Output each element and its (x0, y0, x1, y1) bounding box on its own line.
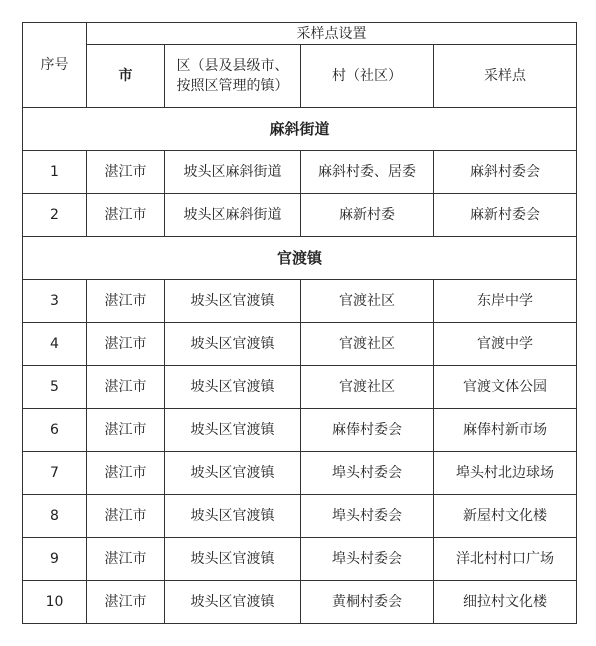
cell-village: 埠头村委会 (301, 452, 434, 495)
header-district: 区（县及县级市、按照区管理的镇） (165, 45, 301, 108)
table-row (23, 495, 577, 538)
table-row (23, 366, 577, 409)
header-index: 序号 (23, 23, 87, 108)
cell-site: 新屋村文化楼 (434, 495, 577, 538)
cell-site: 洋北村村口广场 (434, 538, 577, 581)
cell-site: 麻斜村委会 (434, 151, 577, 194)
header-village: 村（社区） (301, 45, 434, 108)
cell-village: 埠头村委会 (301, 538, 434, 581)
cell-city: 湛江市 (87, 538, 165, 581)
cell-village: 官渡社区 (301, 366, 434, 409)
header-group: 采样点设置 (87, 23, 577, 45)
cell-site: 麻俸村新市场 (434, 409, 577, 452)
cell-site: 官渡文体公园 (434, 366, 577, 409)
table-row (23, 151, 577, 194)
cell-site: 埠头村北边球场 (434, 452, 577, 495)
section-title: 官渡镇 (23, 237, 577, 280)
cell-no: 10 (23, 581, 87, 624)
cell-district: 坡头区官渡镇 (165, 280, 301, 323)
cell-village: 官渡社区 (301, 280, 434, 323)
cell-city: 湛江市 (87, 495, 165, 538)
sampling-sites-table-container (22, 22, 577, 624)
cell-district: 坡头区官渡镇 (165, 366, 301, 409)
cell-no: 5 (23, 366, 87, 409)
cell-district: 坡头区官渡镇 (165, 323, 301, 366)
table-row (23, 194, 577, 237)
cell-no: 7 (23, 452, 87, 495)
cell-site: 麻新村委会 (434, 194, 577, 237)
table-row (23, 409, 577, 452)
cell-village: 麻斜村委、居委 (301, 151, 434, 194)
cell-district: 坡头区官渡镇 (165, 409, 301, 452)
table-row (23, 452, 577, 495)
cell-city: 湛江市 (87, 323, 165, 366)
cell-city: 湛江市 (87, 194, 165, 237)
header-site: 采样点 (434, 45, 577, 108)
cell-village: 埠头村委会 (301, 495, 434, 538)
cell-village: 麻俸村委会 (301, 409, 434, 452)
cell-district: 坡头区官渡镇 (165, 581, 301, 624)
cell-no: 1 (23, 151, 87, 194)
cell-district: 坡头区麻斜街道 (165, 194, 301, 237)
table-row (23, 280, 577, 323)
header-row-1 (23, 23, 577, 45)
cell-village: 麻新村委 (301, 194, 434, 237)
cell-no: 4 (23, 323, 87, 366)
cell-city: 湛江市 (87, 409, 165, 452)
cell-village: 官渡社区 (301, 323, 434, 366)
section-header-row (23, 108, 577, 151)
cell-city: 湛江市 (87, 581, 165, 624)
sampling-sites-table (22, 22, 577, 624)
cell-no: 6 (23, 409, 87, 452)
cell-city: 湛江市 (87, 452, 165, 495)
cell-site: 细拉村文化楼 (434, 581, 577, 624)
section-title: 麻斜街道 (23, 108, 577, 151)
cell-district: 坡头区麻斜街道 (165, 151, 301, 194)
cell-no: 8 (23, 495, 87, 538)
cell-no: 9 (23, 538, 87, 581)
section-header-row (23, 237, 577, 280)
header-city: 市 (87, 45, 165, 108)
header-row-2 (23, 45, 577, 108)
cell-no: 2 (23, 194, 87, 237)
table-row (23, 323, 577, 366)
cell-village: 黄桐村委会 (301, 581, 434, 624)
table-row (23, 538, 577, 581)
table-row (23, 581, 577, 624)
cell-site: 东岸中学 (434, 280, 577, 323)
cell-site: 官渡中学 (434, 323, 577, 366)
cell-city: 湛江市 (87, 366, 165, 409)
cell-city: 湛江市 (87, 151, 165, 194)
cell-city: 湛江市 (87, 280, 165, 323)
cell-no: 3 (23, 280, 87, 323)
cell-district: 坡头区官渡镇 (165, 538, 301, 581)
cell-district: 坡头区官渡镇 (165, 495, 301, 538)
cell-district: 坡头区官渡镇 (165, 452, 301, 495)
